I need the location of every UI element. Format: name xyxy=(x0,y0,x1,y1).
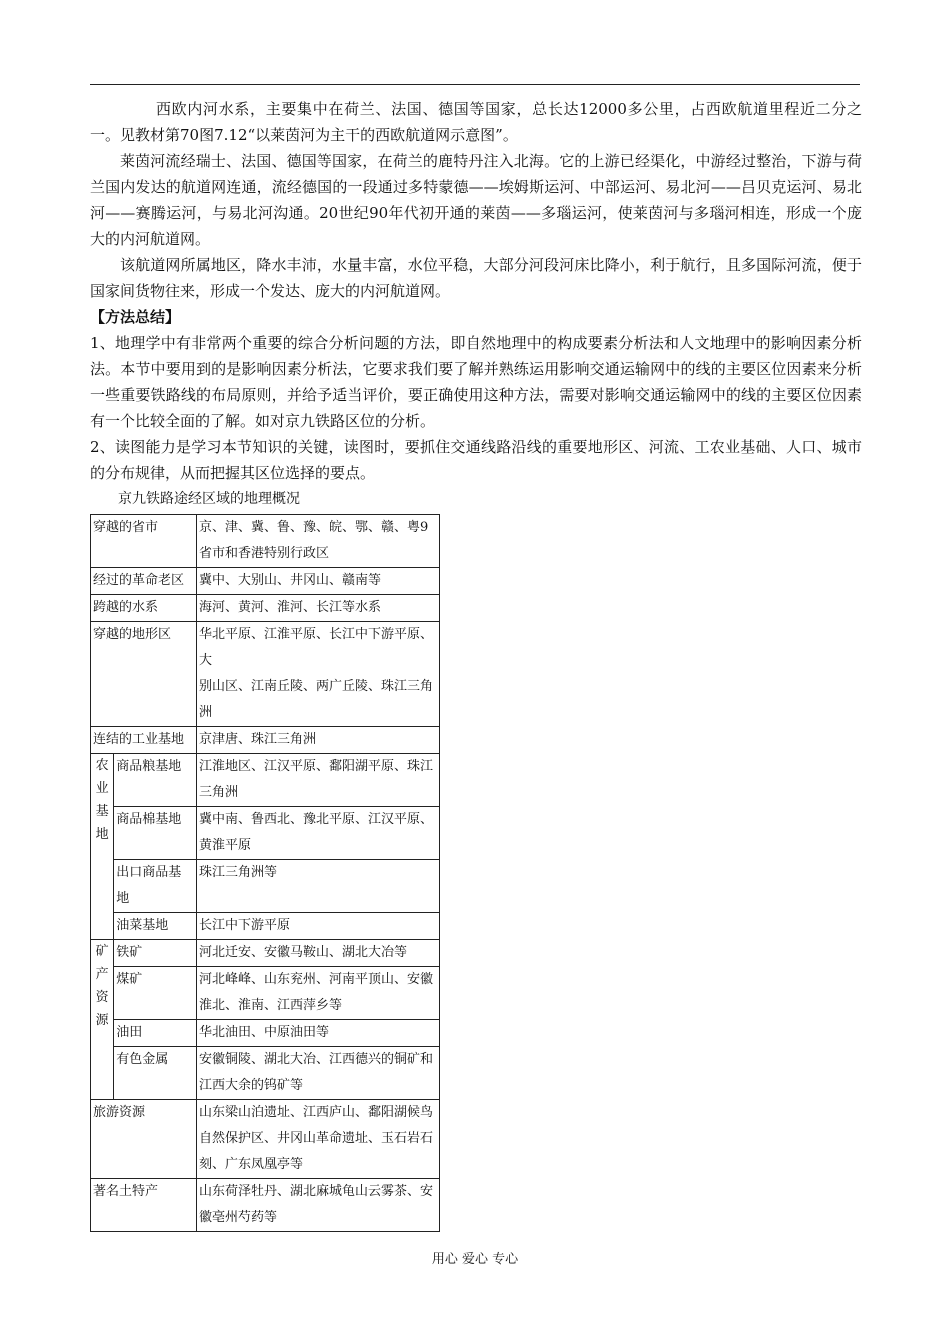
row-value: 河北峰峰、山东兖州、河南平顶山、安徽淮北、淮南、江西萍乡等 xyxy=(197,967,440,1020)
row-value: 安徽铜陵、湖北大冶、江西德兴的铜矿和江西大余的钨矿等 xyxy=(197,1047,440,1100)
row-label: 有色金属 xyxy=(114,1047,197,1100)
row-value: 冀中南、鲁西北、豫北平原、江汉平原、黄淮平原 xyxy=(197,807,440,860)
row-value: 山东梁山泊遗址、江西庐山、鄱阳湖候鸟自然保护区、井冈山革命遗址、玉石岩石刻、广东凤凰亭等 xyxy=(197,1100,440,1179)
table-row xyxy=(91,1179,440,1232)
table-row xyxy=(91,754,440,807)
paragraph-west-europe-waterways: 西欧内河水系，主要集中在荷兰、法国、德国等国家，总长达12000多公里，占西欧航道里程近二分之一。见教材第70图7.12“以莱茵河为主干的西欧航道网示意图”。 xyxy=(90,100,862,144)
row-value: 华北油田、中原油田等 xyxy=(197,1020,440,1047)
row-label: 油田 xyxy=(114,1020,197,1047)
table-row xyxy=(91,595,440,622)
row-value: 山东荷泽牡丹、湖北麻城龟山云雾茶、安徽亳州芍药等 xyxy=(197,1179,440,1232)
row-value xyxy=(197,622,440,727)
row-value-line: 华北平原、江淮平原、长江中下游平原、大 xyxy=(199,627,434,668)
header-rule xyxy=(90,84,860,85)
row-value: 冀中、大别山、井冈山、赣南等 xyxy=(197,568,440,595)
table-row xyxy=(91,727,440,754)
row-value: 京、津、冀、鲁、豫、皖、鄂、赣、粤9省市和香港特别行政区 xyxy=(197,515,440,568)
paragraph-rhine-river: 莱茵河流经瑞士、法国、德国等国家，在荷兰的鹿特丹注入北海。它的上游已经渠化，中游经过整治，下游与荷兰国内发达的航道网连通，流经德国的一段通过多特蒙德——埃姆斯运河、中部运河、易北河——吕贝克运河、易北河——赛腾运河，与易北河沟通。20世纪90年代初开通的莱茵——多瑙运河，使莱茵河与多瑙河相连，形成一个庞大的内河航道网。 xyxy=(90,152,862,248)
row-label: 旅游资源 xyxy=(91,1100,197,1179)
row-label: 著名土特产 xyxy=(91,1179,197,1232)
row-value-line: 别山区、江南丘陵、两广丘陵、珠江三角洲 xyxy=(199,679,434,720)
method-point-1: 1、地理学中有非常两个重要的综合分析问题的方法，即自然地理中的构成要素分析法和人文地理中的影响因素分析法。本节中要用到的是影响因素分析法，它要求我们要了解并熟练运用影响交通运输网中的线的主要区位因素来分析一些重要铁路线的布局原则，并给予适当评价，要正确使用这种方法，需要对影响交通运输网中的线的主要区位因素有一个比较全面的了解。如对京九铁路区位的分析。 xyxy=(90,334,862,430)
paragraph-waterway-network: 该航道网所属地区，降水丰沛，水量丰富，水位平稳，大部分河段河床比降小，利于航行，且多国际河流，便于国家间货物往来，形成一个发达、庞大的内河航道网。 xyxy=(90,256,862,300)
table-row xyxy=(91,568,440,595)
group-label-minerals: 矿产资源 xyxy=(91,940,114,1100)
body-text xyxy=(90,96,862,486)
method-heading: 【方法总结】 xyxy=(90,308,181,326)
row-value: 长江中下游平原 xyxy=(197,913,440,940)
page-footer: 用心 爱心 专心 xyxy=(431,1252,519,1267)
jingjiu-railway-table xyxy=(90,514,440,1232)
table-row xyxy=(91,860,440,913)
table-row xyxy=(91,1020,440,1047)
row-label: 煤矿 xyxy=(114,967,197,1020)
table-row xyxy=(91,967,440,1020)
row-value: 海河、黄河、淮河、长江等水系 xyxy=(197,595,440,622)
row-label: 连结的工业基地 xyxy=(91,727,197,754)
table-caption: 京九铁路途经区域的地理概况 xyxy=(118,491,300,507)
row-label: 油菜基地 xyxy=(114,913,197,940)
row-value: 江淮地区、江汉平原、鄱阳湖平原、珠江三角洲 xyxy=(197,754,440,807)
method-point-2: 2、读图能力是学习本节知识的关键，读图时，要抓住交通线路沿线的重要地形区、河流、工农业基础、人口、城市的分布规律，从而把握其区位选择的要点。 xyxy=(90,438,862,482)
row-label: 跨越的水系 xyxy=(91,595,197,622)
table-row xyxy=(91,1100,440,1179)
row-value: 京津唐、珠江三角洲 xyxy=(197,727,440,754)
table-row xyxy=(91,807,440,860)
table-row xyxy=(91,913,440,940)
table-row xyxy=(91,1047,440,1100)
row-label: 铁矿 xyxy=(114,940,197,967)
row-label: 出口商品基地 xyxy=(114,860,197,913)
group-label-agriculture: 农业基地 xyxy=(91,754,114,940)
row-label: 穿越的省市 xyxy=(91,515,197,568)
table-row xyxy=(91,622,440,727)
row-label: 穿越的地形区 xyxy=(91,622,197,727)
table-row xyxy=(91,515,440,568)
row-value: 河北迁安、安徽马鞍山、湖北大冶等 xyxy=(197,940,440,967)
row-label: 商品棉基地 xyxy=(114,807,197,860)
row-label: 经过的革命老区 xyxy=(91,568,197,595)
table-row xyxy=(91,940,440,967)
row-label: 商品粮基地 xyxy=(114,754,197,807)
row-value: 珠江三角洲等 xyxy=(197,860,440,913)
